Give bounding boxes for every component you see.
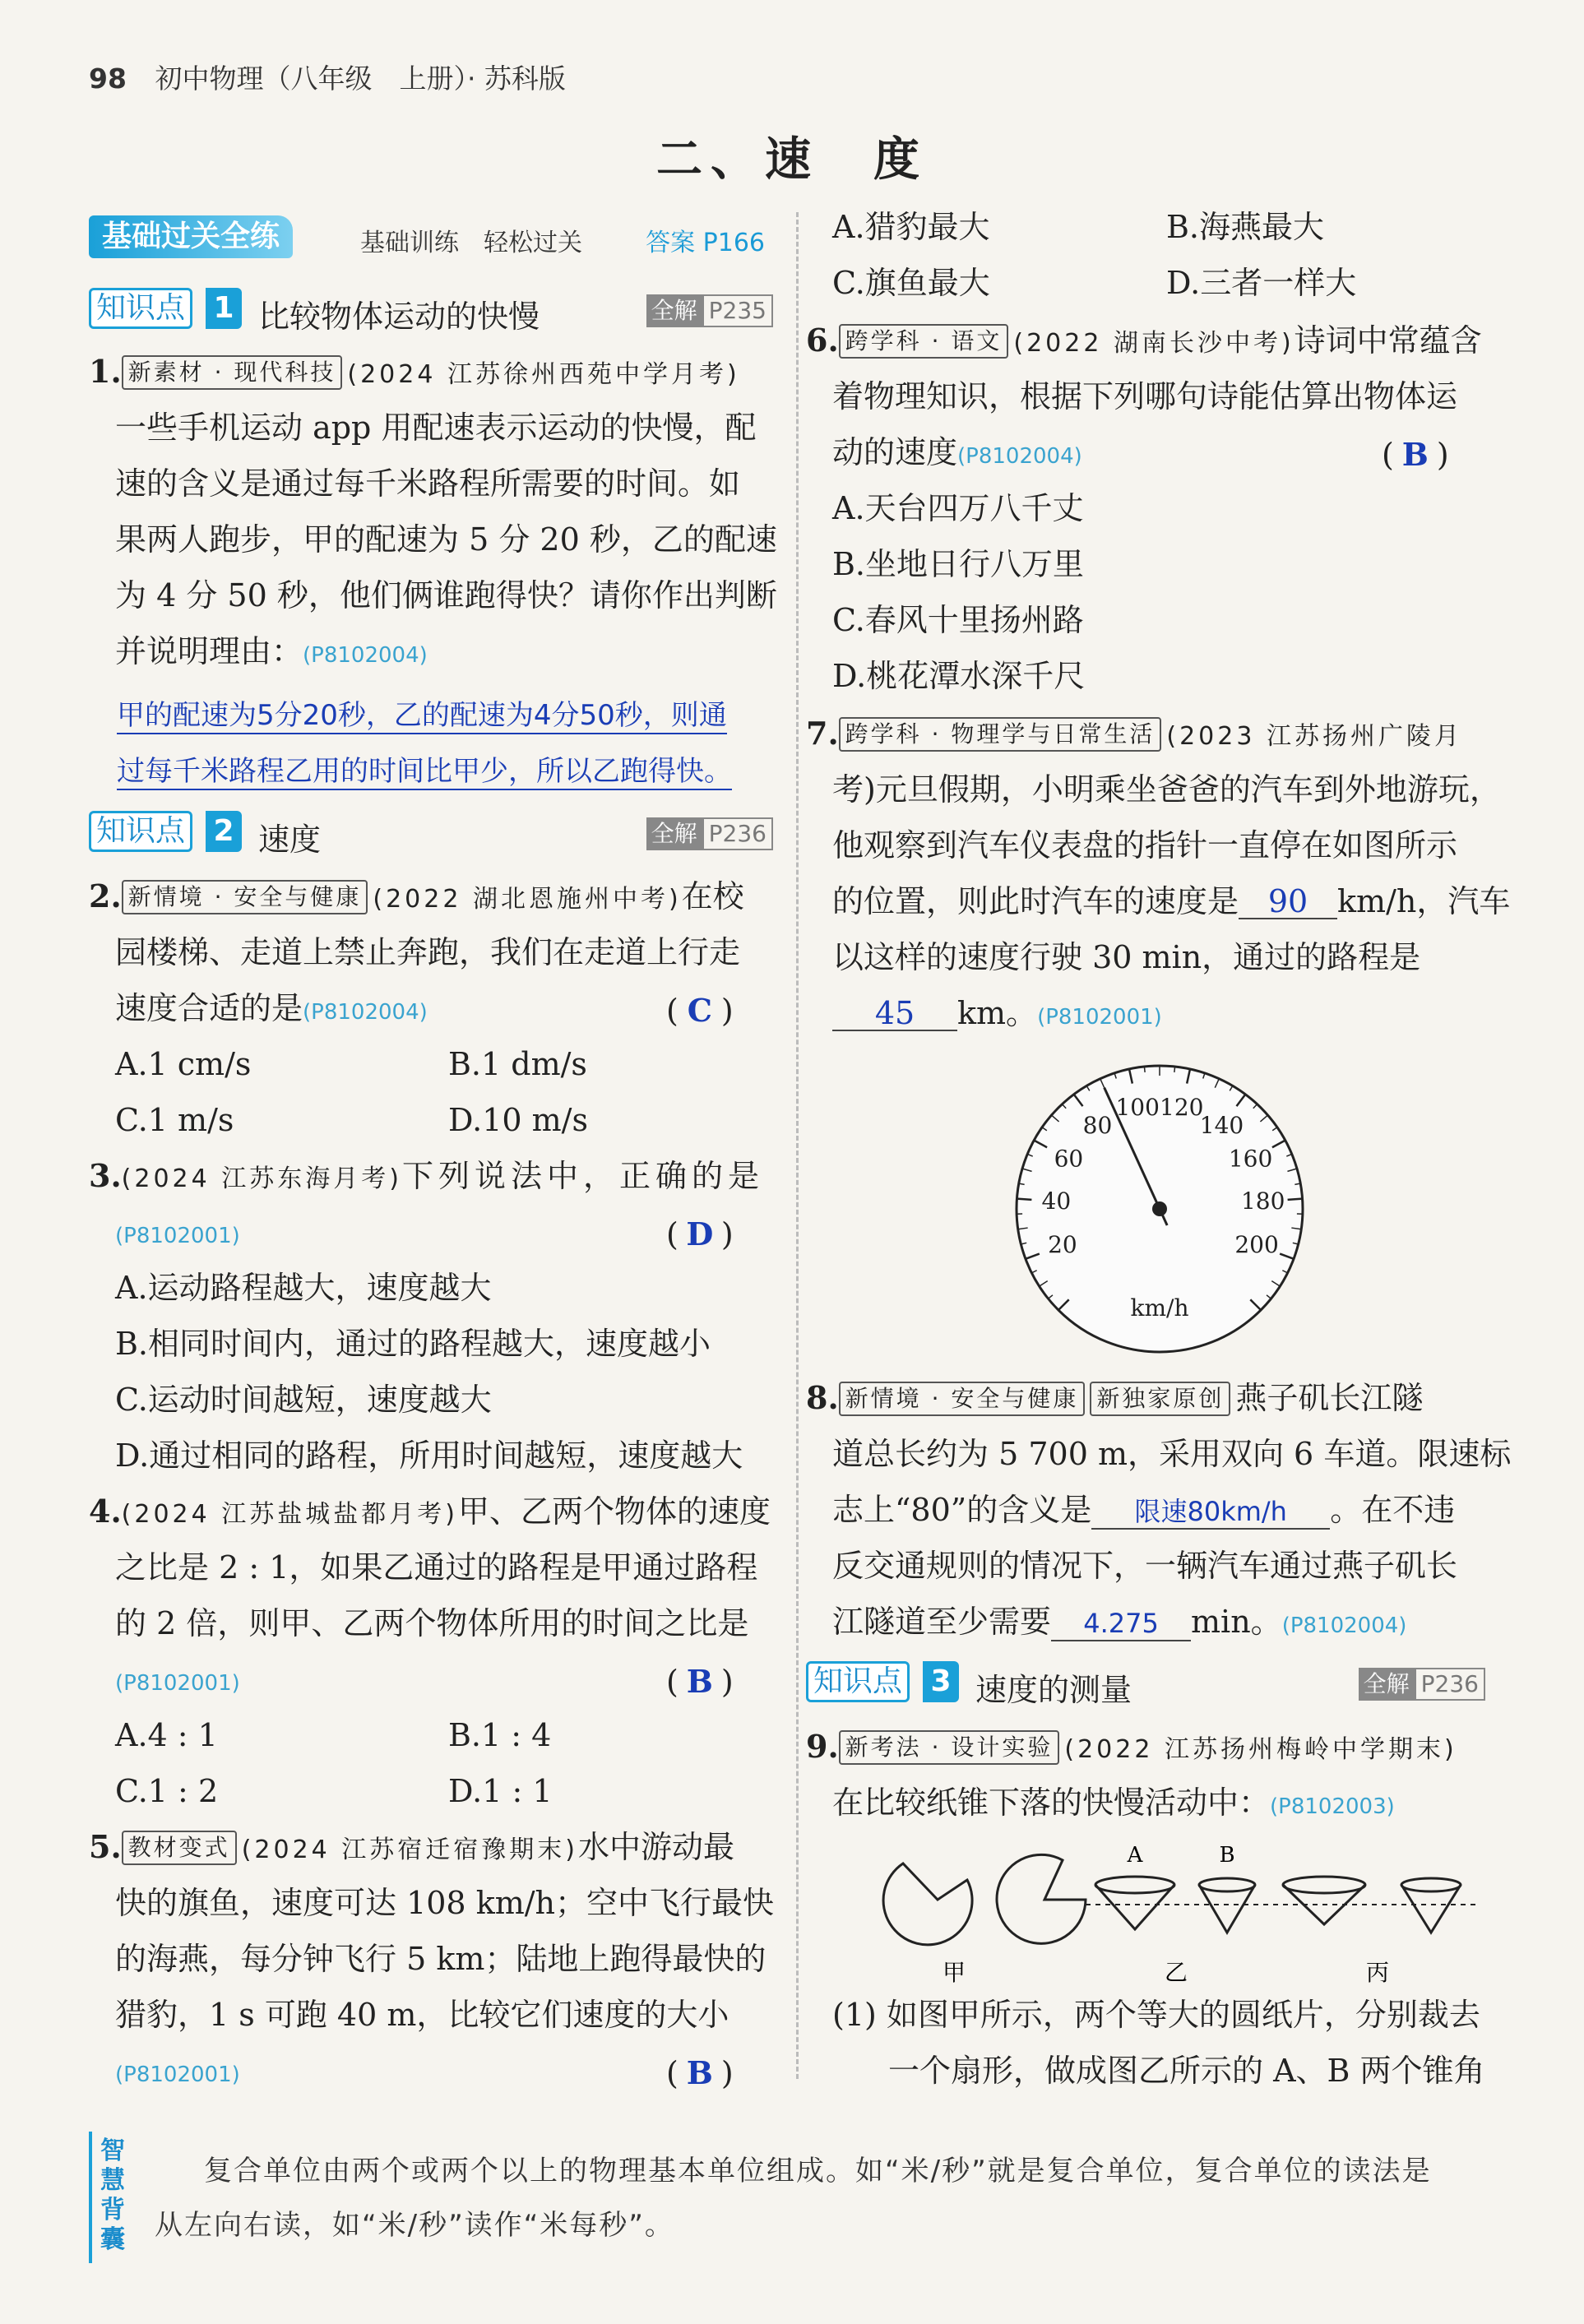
- q6-answer: ( B ): [1382, 436, 1449, 473]
- q6-text-2: 动的速度(P8102004): [832, 434, 1082, 470]
- paper-disc-a: [883, 1863, 972, 1945]
- column-divider: [796, 212, 799, 2079]
- q1-text-4: 为 4 分 50 秒，他们俩谁跑得快？请你作出判断: [115, 577, 777, 613]
- q1-text-3: 果两人跑步，甲的配速为 5 分 20 秒，乙的配速: [115, 521, 777, 558]
- gauge-tick: [1017, 1199, 1031, 1200]
- q6-line-1: 6. 跨学科 · 语文 (2022 湖南长沙中考)诗词中常蕴含: [806, 322, 1482, 359]
- kp-title: 比较物体运动的快慢: [258, 299, 540, 335]
- knowledge-point-1: [89, 288, 773, 335]
- q6-option-d: D.桃花潭水深千尺: [832, 658, 1086, 694]
- q5-answer: ( B ): [666, 2054, 734, 2091]
- q7-text-2: 他观察到汽车仪表盘的指针一直停在如图所示: [832, 827, 1458, 863]
- gauge-label-160: 160: [1228, 1145, 1273, 1173]
- q4-text-1: 之比是 2 : 1，如果乙通过的路程是甲通过路程: [115, 1549, 758, 1586]
- q2-text-2: 速度合适的是(P8102004): [115, 990, 428, 1026]
- cone-b-label: B: [1219, 1843, 1235, 1868]
- q9-sub1-line-1: (1) 如图甲所示，两个等大的圆纸片，分别裁去: [832, 1997, 1480, 2033]
- q5-text-3: 猎豹，1 s 可跑 40 m，比较它们速度的大小: [115, 1997, 729, 2033]
- section-title: 二、速 度: [656, 133, 928, 187]
- q7-blank-2: 45: [832, 997, 957, 1031]
- q5-option-a: A.猎豹最大: [832, 209, 990, 245]
- banner-subtitle: 基础训练 轻松过关: [360, 229, 582, 257]
- q8-text-1: 道总长约为 5 700 m，采用双向 6 车道。限速标: [832, 1436, 1512, 1472]
- q1-badge: 新素材 · 现代科技: [122, 355, 343, 390]
- q1-answer-2: 过每千米路程乙用的时间比甲少，所以乙跑得快。: [117, 748, 732, 790]
- gauge-label-180: 180: [1240, 1187, 1285, 1215]
- speedometer-figure: [987, 1044, 1332, 1373]
- q3-option-b: B.相同时间内，通过的路程越大，速度越小: [115, 1326, 711, 1362]
- q5-text-1: 快的旗鱼，速度可达 108 km/h；空中飞行最快: [115, 1885, 775, 1921]
- gauge-tick: [1174, 1067, 1175, 1072]
- cone-a-rim: [1095, 1877, 1174, 1893]
- q5-option-b: B.海燕最大: [1166, 209, 1325, 245]
- q7-text-1: 考)元旦假期，小明乘坐爸爸的汽车到外地游玩，: [832, 771, 1501, 808]
- paper-cone-figure: [847, 1842, 1497, 1990]
- gauge-tick: [1288, 1199, 1303, 1200]
- q2-option-a: A.1 cm/s: [115, 1046, 252, 1082]
- q7-text-4: 以这样的速度行驶 30 min，通过的路程是: [832, 939, 1421, 975]
- knowledge-point-2: 知识点 2 速度 全解 P236: [89, 811, 773, 855]
- q4-option-b: B.1 : 4: [448, 1717, 552, 1753]
- q1-text-2: 速的含义是通过每千米路程所需要的时间。如: [115, 465, 741, 502]
- q9-sub1-line-2: 一个扇形，做成图乙所示的 A、B 两个锥角: [888, 2053, 1485, 2089]
- q3-answer: ( D ): [666, 1215, 734, 1252]
- q2-text-1: 园楼梯、走道上禁止奔跑，我们在走道上行走: [115, 934, 741, 970]
- cone-b-rim: [1199, 1878, 1255, 1891]
- q8-text-2: 志上“80”的含义是 限速80km/h 。在不违: [832, 1492, 1456, 1528]
- gauge-unit: km/h: [1130, 1294, 1189, 1322]
- q2-option-c: C.1 m/s: [115, 1102, 234, 1138]
- cone-c-rim: [1283, 1877, 1365, 1893]
- gauge-label-200: 200: [1234, 1231, 1279, 1259]
- q3-option-c: C.运动时间越短，速度越大: [115, 1382, 492, 1418]
- q6-text-1: 着物理知识，根据下列哪句诗能估算出物体运: [832, 378, 1458, 414]
- answer-reference: 答案 P166: [646, 229, 765, 257]
- gauge-label-120: 120: [1160, 1093, 1204, 1121]
- q3-line-1: 3.(2024 江苏东海月考)下列说法中，正确的是: [89, 1157, 764, 1194]
- gauge-label-140: 140: [1199, 1112, 1244, 1140]
- q3-option-d: D.通过相同的路程，所用时间越短，速度越大: [115, 1437, 743, 1474]
- q2-option-d: D.10 m/s: [448, 1102, 588, 1138]
- paper-disc-b: [997, 1854, 1086, 1943]
- q7-text-3: 的位置，则此时汽车的速度是 90 km/h，汽车: [832, 883, 1511, 919]
- q2-option-b: B.1 dm/s: [448, 1046, 587, 1082]
- gauge-tick: [1144, 1067, 1145, 1072]
- q1-text-5: 并说明理由：(P8102004): [115, 633, 428, 669]
- book-title: 初中物理（八年级 上册）· 苏科版: [155, 62, 566, 95]
- q2-answer: ( C ): [666, 992, 734, 1029]
- gauge-label-40: 40: [1041, 1187, 1072, 1215]
- q6-option-a: A.天台四万八千丈: [832, 490, 1084, 526]
- q2-line-1: 2. 新情境 · 安全与健康 (2022 湖北恩施州中考)在校: [89, 877, 744, 914]
- q3-option-a: A.运动路程越大，速度越大: [115, 1270, 492, 1306]
- q3-code: (P8102001): [115, 1224, 240, 1248]
- q4-option-c: C.1 : 2: [115, 1773, 219, 1809]
- q1-line-1: 1. 新素材 · 现代科技 (2024 江苏徐州西苑中学月考): [89, 353, 740, 390]
- fig-label-bing: 丙: [1365, 1959, 1390, 1986]
- q4-answer: ( B ): [666, 1663, 734, 1700]
- fig-label-jia: 甲: [942, 1959, 966, 1986]
- q1-text-1: 一些手机运动 app 用配速表示运动的快慢，配: [115, 410, 757, 446]
- q4-text-2: 的 2 倍，则甲、乙两个物体所用的时间之比是: [115, 1605, 749, 1641]
- kp-number: 1: [206, 288, 242, 329]
- banner-tag: 基础过关全练: [89, 215, 293, 258]
- cone-d-rim: [1401, 1878, 1461, 1891]
- cone-a-label: A: [1127, 1843, 1143, 1868]
- q1-answer-1: 甲的配速为5分20秒，乙的配速为4分50秒，则通: [117, 692, 727, 734]
- knowledge-point-3: 知识点 3 速度的测量 全解 P236: [806, 1661, 1485, 1706]
- q6-option-b: B.坐地日行八万里: [832, 546, 1085, 582]
- q6-option-c: C.春风十里扬州路: [832, 602, 1084, 638]
- tip-line-2: 从左向右读，如“米/秒”读作“米每秒”。: [155, 2209, 674, 2242]
- gauge-label-80: 80: [1082, 1112, 1113, 1140]
- page-number: 98: [89, 62, 127, 95]
- q9-line-1: 9. 新考法 · 设计实验 (2022 江苏扬州梅岭中学期末): [806, 1728, 1457, 1765]
- q5-line-1: 5. 教材变式 (2024 江苏宿迁宿豫期末)水中游动最: [89, 1828, 734, 1865]
- q5-option-c: C.旗鱼最大: [832, 265, 990, 301]
- kp-label: 知识点: [89, 288, 192, 329]
- gauge-label-60: 60: [1054, 1145, 1084, 1173]
- gauge-label-100: 100: [1115, 1093, 1160, 1121]
- q7-blank-1: 90: [1239, 885, 1337, 919]
- gauge-label-20: 20: [1048, 1231, 1077, 1259]
- q5-code: (P8102001): [115, 2062, 240, 2087]
- q5-option-d: D.三者一样大: [1166, 265, 1357, 301]
- q7-line-1: 7. 跨学科 · 物理学与日常生活 (2023 江苏扬州广陵月: [806, 715, 1462, 752]
- tip-line-1: 复合单位由两个或两个以上的物理基本单位组成。如“米/秒”就是复合单位，复合单位的读法是: [204, 2155, 1432, 2187]
- practice-banner: [89, 215, 773, 258]
- q8-line-1: 8. 新情境 · 安全与健康 新独家原创 燕子矶长江隧: [806, 1379, 1424, 1416]
- q8-blank-2: 4.275: [1051, 1607, 1191, 1641]
- gauge-hub: [1152, 1201, 1167, 1216]
- page-header: [89, 58, 566, 96]
- q8-blank-1: 限速80km/h: [1091, 1495, 1330, 1530]
- q8-text-3: 反交通规则的情况下，一辆汽车通过燕子矶长: [832, 1548, 1458, 1584]
- q4-option-d: D.1 : 1: [448, 1773, 553, 1809]
- tip-box: [89, 2132, 1503, 2280]
- kp-ref: 全解 P235: [646, 294, 773, 327]
- q4-line-1: 4.(2024 江苏盐城盐都月考)甲、乙两个物体的速度: [89, 1493, 771, 1530]
- q4-option-a: A.4 : 1: [115, 1717, 218, 1753]
- q4-code: (P8102001): [115, 1671, 240, 1696]
- fig-label-yi: 乙: [1164, 1959, 1188, 1986]
- q9-text-1: 在比较纸锥下落的快慢活动中：(P8102003): [832, 1785, 1395, 1821]
- q8-text-4: 江隧道至少需要 4.275 min。(P8102004): [832, 1604, 1407, 1640]
- q7-text-5: 45 km。(P8102001): [832, 997, 1162, 1034]
- q5-text-2: 的海燕，每分钟飞行 5 km；陆地上跑得最快的: [115, 1941, 767, 1977]
- tip-tag: 智 慧 背 囊: [89, 2132, 133, 2263]
